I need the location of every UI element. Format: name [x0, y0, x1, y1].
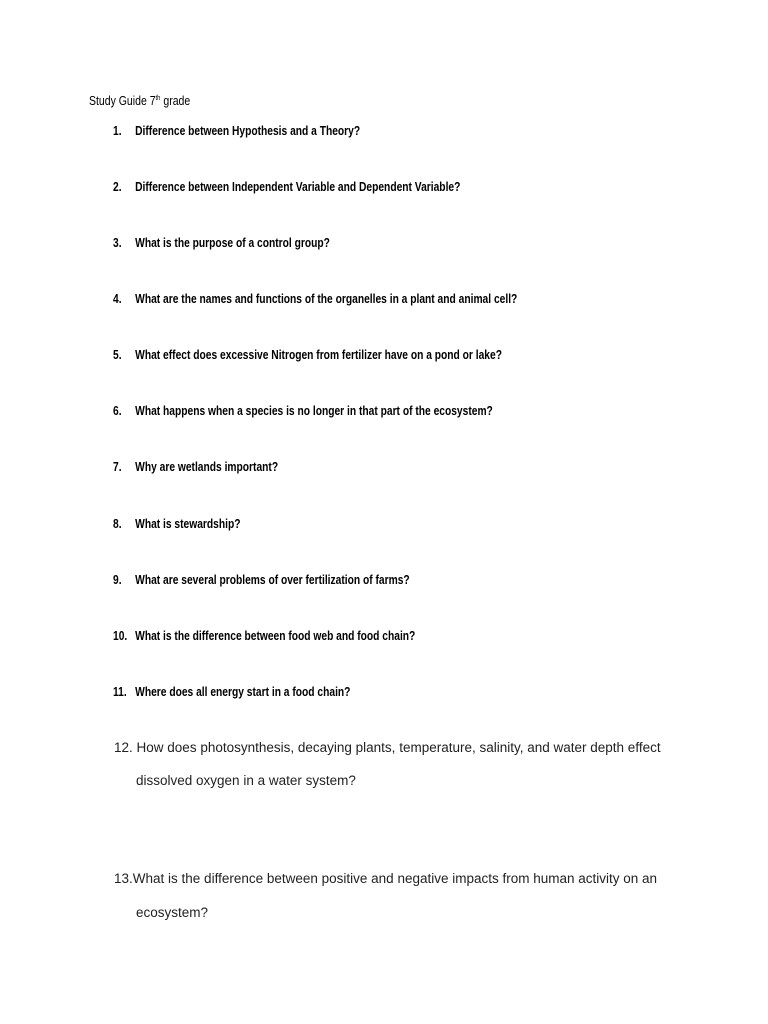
question-8 — [113, 517, 241, 531]
question-text: Difference between Independent Variable and Dependent Variable? — [135, 180, 461, 194]
question-text: What is stewardship? — [135, 517, 241, 531]
question-number: 5. — [113, 348, 122, 362]
question-text: What happens when a species is no longer in that part of the ecosystem? — [135, 404, 493, 418]
question-number: 9. — [113, 573, 122, 587]
title-suffix: grade — [160, 94, 191, 108]
question-6 — [113, 404, 493, 418]
question-13-continuation: ecosystem? — [136, 905, 209, 920]
question-text: What is the purpose of a control group? — [135, 236, 330, 250]
question-13 — [114, 871, 657, 886]
question-text: What is the difference between food web and food chain? — [135, 629, 416, 643]
question-11 — [113, 685, 350, 699]
question-number: 4. — [113, 292, 122, 306]
question-number: 7. — [113, 460, 122, 474]
question-number: 3. — [113, 236, 122, 250]
question-number: 6. — [113, 404, 122, 418]
question-text: What are several problems of over fertilization of farms? — [135, 573, 410, 587]
question-7 — [113, 460, 278, 474]
question-number: 10. — [113, 629, 128, 643]
question-text: Where does all energy start in a food chain? — [135, 685, 351, 699]
question-text: How does photosynthesis, decaying plants, temperature, salinity, and water depth effect — [132, 740, 661, 755]
question-12 — [114, 740, 661, 755]
question-number: 2. — [113, 180, 122, 194]
title-superscript: th — [155, 95, 161, 102]
question-1 — [113, 124, 360, 138]
question-3 — [113, 236, 330, 250]
question-text: Difference between Hypothesis and a Theory? — [135, 124, 361, 138]
question-5 — [113, 348, 502, 362]
question-text: What effect does excessive Nitrogen from fertilizer have on a pond or lake? — [135, 348, 502, 362]
question-12-continuation: dissolved oxygen in a water system? — [136, 773, 356, 788]
question-number: 13. — [114, 871, 133, 886]
question-2 — [113, 180, 460, 194]
question-9 — [113, 573, 410, 587]
question-number: 12. — [114, 740, 133, 755]
question-text: What is the difference between positive and negative impacts from human activity on an — [132, 871, 658, 886]
question-number: 8. — [113, 517, 122, 531]
question-10 — [113, 629, 415, 643]
question-number: 1. — [113, 124, 122, 138]
question-text: Why are wetlands important? — [135, 460, 279, 474]
question-text: What are the names and functions of the organelles in a plant and animal cell? — [135, 292, 518, 306]
question-4 — [113, 292, 517, 306]
title-prefix: Study Guide 7 — [89, 94, 156, 108]
page-title — [89, 94, 190, 108]
question-number: 11. — [113, 685, 127, 699]
